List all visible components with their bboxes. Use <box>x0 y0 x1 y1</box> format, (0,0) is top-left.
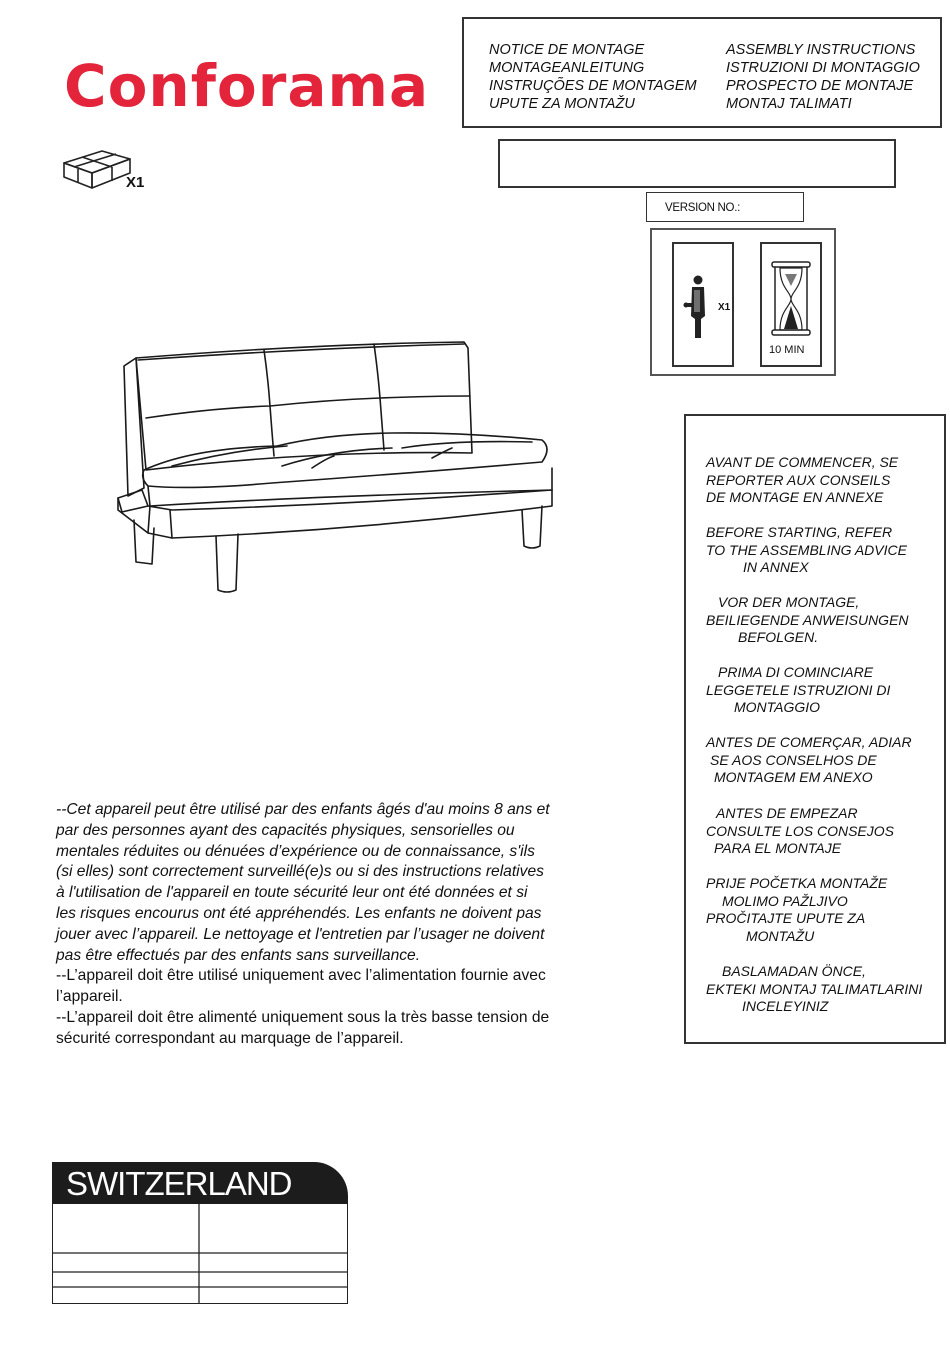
advice-line: PRIMA DI COMINCIARE <box>718 664 874 680</box>
advice-line: BEFOLGEN. <box>738 629 819 645</box>
title-tr: MONTAJ TALIMATI <box>726 96 852 112</box>
time-panel <box>760 242 822 367</box>
advice-line: BASLAMADAN ÖNCE, <box>722 963 866 979</box>
titles-right-column <box>726 41 920 113</box>
advice-line: PARA EL MONTAJE <box>714 840 842 856</box>
advice-line: TO THE ASSEMBLING ADVICE <box>706 541 907 558</box>
warning-line: mentales réduites ou dénuées d’expérience ou de connaissance, s'ils <box>56 842 535 860</box>
advice-line: CONSULTE LOS CONSEJOS <box>706 822 895 839</box>
warning-line: (si elles) sont correctement surveillé(e)s ou si des instructions relatives <box>56 863 544 881</box>
country-table <box>52 1162 348 1304</box>
title-fr: NOTICE DE MONTAGE <box>489 42 645 58</box>
instructions-title-box <box>462 17 942 128</box>
package-icon <box>60 145 136 193</box>
conforama-logo: Conforama <box>64 52 430 120</box>
warning-line: --L’appareil doit être alimenté uniquement sous la très basse tension de <box>56 1008 550 1026</box>
persons-count: X1 <box>718 302 731 313</box>
country-table-grid <box>52 1204 348 1304</box>
advice-line: VOR DER MONTAGE, <box>718 594 860 610</box>
title-es: PROSPECTO DE MONTAJE <box>726 78 914 94</box>
advice-line: MOLIMO PAŽLJIVO <box>722 892 848 909</box>
warning-line: à l'utilisation de l'appareil en toute sécurité leur ont été données et si <box>56 884 528 902</box>
warning-line: jouer avec l’appareil. Le nettoyage et l'entretien par l’usager ne doivent <box>56 925 545 943</box>
advice-fr <box>706 454 898 507</box>
title-de: MONTAGEANLEITUNG <box>489 60 645 76</box>
title-hr: UPUTE ZA MONTAŽU <box>489 96 635 112</box>
advice-line: IN ANNEX <box>743 559 809 575</box>
advice-line: MONTAŽU <box>746 927 815 944</box>
product-name-box <box>498 139 896 188</box>
advice-en <box>706 524 907 577</box>
advice-tr <box>706 963 922 1016</box>
warning-line: --Cet appareil peut être utilisé par des enfants âgés d'au moins 8 ans et <box>56 801 550 818</box>
advice-line: BEFORE STARTING, REFER <box>706 524 893 540</box>
advice-pt <box>706 734 912 787</box>
safety-warning <box>56 800 631 1050</box>
advice-line: PRIJE POČETKA MONTAŽE <box>706 875 888 891</box>
advice-line: DE MONTAGE EN ANNEXE <box>706 489 884 505</box>
title-it: ISTRUZIONI DI MONTAGGIO <box>726 60 920 76</box>
advice-es <box>706 805 894 858</box>
warning-line: sécurité correspondant au marquage de l’appareil. <box>56 1029 404 1047</box>
version-label: VERSION NO.: <box>665 202 740 214</box>
advice-it <box>706 664 890 717</box>
advice-line: MONTAGEM EM ANEXO <box>714 769 873 785</box>
advice-line: INCELEYINIZ <box>742 998 829 1014</box>
assembly-advice-box <box>684 414 946 1044</box>
advice-line: REPORTER AUX CONSEILS <box>706 471 891 488</box>
assembly-requirements-box <box>650 228 836 376</box>
assembly-duration: 10 MIN <box>769 344 805 356</box>
advice-line: AVANT DE COMMENCER, SE <box>706 454 899 470</box>
advice-line: ANTES DE EMPEZAR <box>716 805 858 821</box>
advice-line: EKTEKI MONTAJ TALIMATLARINI <box>706 980 923 997</box>
package-quantity: X1 <box>126 174 145 191</box>
advice-line: PROČITAJTE UPUTE ZA <box>706 910 866 926</box>
version-box <box>646 192 804 222</box>
advice-de <box>706 594 909 647</box>
title-en: ASSEMBLY INSTRUCTIONS <box>726 42 916 58</box>
advice-hr <box>706 875 887 945</box>
warning-line: l’appareil. <box>56 988 123 1006</box>
warning-line: pas être effectués par des enfants sans surveillance. <box>56 946 421 964</box>
titles-left-column <box>489 41 697 113</box>
title-pt: INSTRUÇÕES DE MONTAGEM <box>489 78 697 94</box>
warning-line: les risques encourus ont été appréhendés. Les enfants ne doivent pas <box>56 904 542 922</box>
advice-line: ANTES DE COMERÇAR, ADIAR <box>706 734 912 750</box>
person-panel <box>672 242 734 367</box>
warning-line: --L’appareil doit être utilisé uniquement avec l’alimentation fournie avec <box>56 967 546 985</box>
country-banner: SWITZERLAND <box>52 1162 348 1204</box>
sofa-bed-illustration <box>112 338 562 598</box>
advice-line: BEILIEGENDE ANWEISUNGEN <box>706 611 909 628</box>
advice-line: MONTAGGIO <box>734 699 821 715</box>
warning-line: par des personnes ayant des capacités physiques, sensorielles ou <box>56 821 515 839</box>
advice-line: SE AOS CONSELHOS DE <box>710 751 877 768</box>
advice-line: LEGGETELE ISTRUZIONI DI <box>706 681 891 698</box>
